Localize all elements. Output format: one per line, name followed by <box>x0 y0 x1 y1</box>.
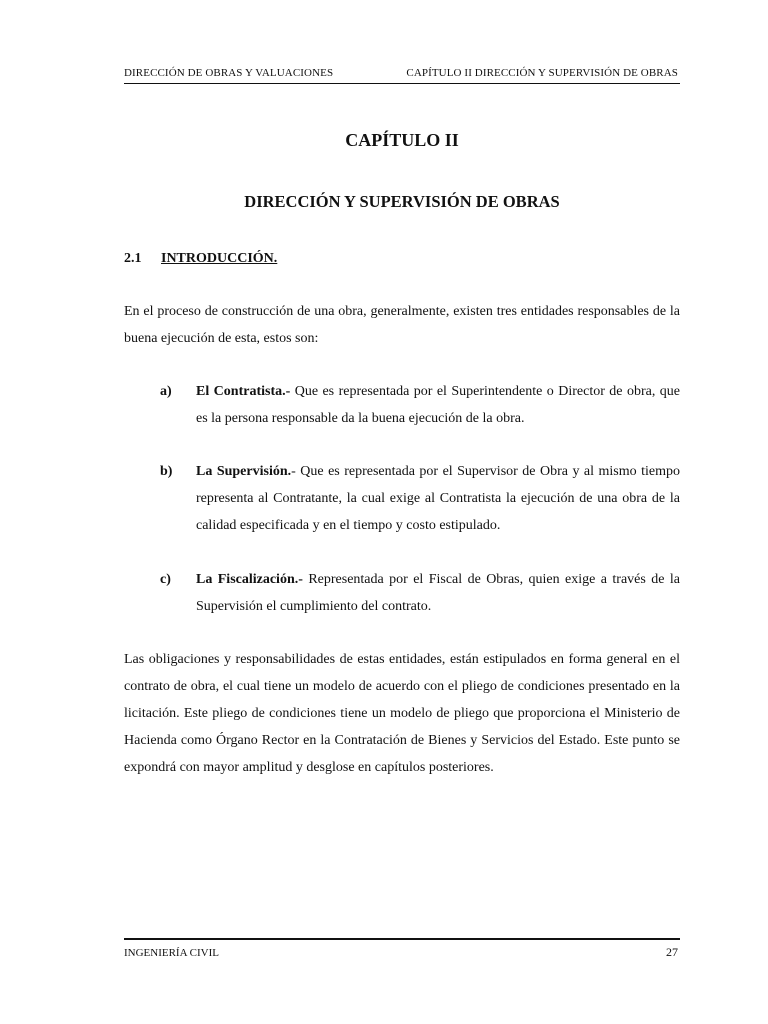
list-item-lead: La Fiscalización.- <box>196 572 303 587</box>
header-chapter-title: CAPÍTULO II DIRECCIÓN Y SUPERVISIÓN DE OBRAS <box>406 67 678 79</box>
list-item-text: Que es representada por el Superintendente o Director de obra, que es la persona responsable da la buena ejecución de la obra. <box>196 384 680 426</box>
list-marker: b) <box>160 464 173 479</box>
running-header <box>124 66 680 84</box>
intro-paragraph: En el proceso de construcción de una obra, generalmente, existen tres entidades responsables de la buena ejecución de esta, estos son: <box>124 304 680 346</box>
closing-paragraph: Las obligaciones y responsabilidades de estas entidades, están estipulados en forma general en el contrato de obra, el cual tiene un modelo de acuerdo con el pliego de condiciones presentado en la licitación. Este pliego de condiciones tiene un modelo de pliego que proporciona el Ministerio de Hacienda como Órgano Rector en la Contratación de Bienes y Servicios del Estado. Este punto se expondrá con mayor amplitud y desglose en capítulos posteriores. <box>124 652 680 775</box>
list-item-text: Representada por el Fiscal de Obras, quien exige a través de la Supervisión el cumplimiento del contrato. <box>196 572 680 614</box>
section-number: 2.1 <box>124 251 142 266</box>
list-item-body <box>196 458 680 539</box>
chapter-title: CAPÍTULO II <box>345 130 459 150</box>
list-marker: c) <box>160 572 171 587</box>
page-number: 27 <box>666 945 678 959</box>
header-book-title: DIRECCIÓN DE OBRAS Y VALUACIONES <box>124 67 334 79</box>
list-item-text: - Que es representada por el Supervisor de Obra y al mismo tiempo representa al Contratante, la cual exige al Contratista la ejecución de una obra de la calidad especificada y en el tiempo y costo estipulado. <box>196 464 680 533</box>
list-item-body <box>196 378 680 432</box>
list-marker: a) <box>160 384 172 399</box>
list-item-lead: La Supervisión. <box>196 464 292 479</box>
footer-department: INGENIERÍA CIVIL <box>124 947 220 959</box>
list-item-body <box>196 566 680 620</box>
header-divider <box>124 83 680 84</box>
list-item-lead: El Contratista.- <box>196 384 291 399</box>
chapter-subtitle: DIRECCIÓN Y SUPERVISIÓN DE OBRAS <box>244 192 560 211</box>
footer-divider <box>124 938 680 940</box>
section-title: INTRODUCCIÓN. <box>161 251 278 266</box>
